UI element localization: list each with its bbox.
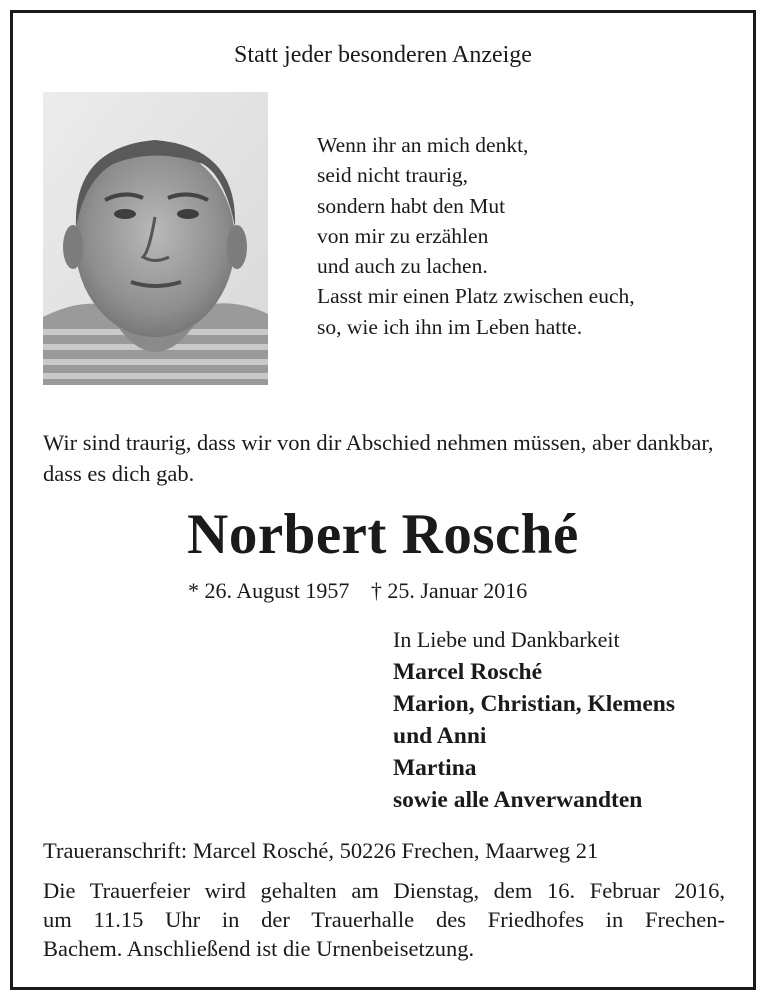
family-block: [393, 624, 675, 816]
life-dates: [188, 578, 527, 604]
poem-line: Wenn ihr an mich denkt,: [317, 133, 529, 157]
family-intro: In Liebe und Dankbarkeit: [393, 627, 620, 652]
poem-line: Lasst mir einen Platz zwischen euch,: [317, 284, 635, 309]
poem-line: und auch zu lachen.: [317, 254, 488, 279]
mourning-address: Traueranschrift: Marcel Rosché, 50226 Frechen, Maarweg 21: [43, 838, 599, 863]
portrait-image: [43, 92, 268, 385]
ceremony-line: Die Trauerfeier wird gehalten am Dienstag, dem 16. Februar 2016,: [43, 878, 725, 903]
family-member: Martina: [393, 755, 477, 781]
ceremony-line: um 11.15 Uhr in der Trauerhalle des Friedhofes in Frechen-: [43, 907, 725, 932]
portrait-photo: [43, 92, 268, 385]
ceremony-info: [43, 876, 725, 963]
ceremony-line: Bachem. Anschließend ist die Urnenbeisetzung.: [43, 936, 475, 961]
tribute-text: Wir sind traurig, dass wir von dir Abschied nehmen müssen, aber dankbar, dass es dich gab.: [43, 430, 714, 486]
poem-line: von mir zu erzählen: [317, 223, 489, 248]
family-member: Marcel Rosché: [393, 659, 542, 685]
header-line: Statt jeder besonderen Anzeige: [234, 42, 532, 68]
family-member: sowie alle Anverwandten: [393, 787, 643, 813]
deceased-name: Norbert Rosché: [187, 503, 579, 566]
family-member: und Anni: [393, 723, 487, 749]
birth-date: * 26. August 1957: [188, 578, 350, 603]
poem-line: sondern habt den Mut: [317, 193, 506, 218]
death-date: † 25. Januar 2016: [370, 578, 528, 603]
poem: [317, 130, 635, 342]
poem-line: so, wie ich ihn im Leben hatte.: [317, 314, 583, 339]
family-member: Marion, Christian, Klemens: [393, 691, 675, 717]
poem-line: seid nicht traurig,: [317, 163, 469, 188]
